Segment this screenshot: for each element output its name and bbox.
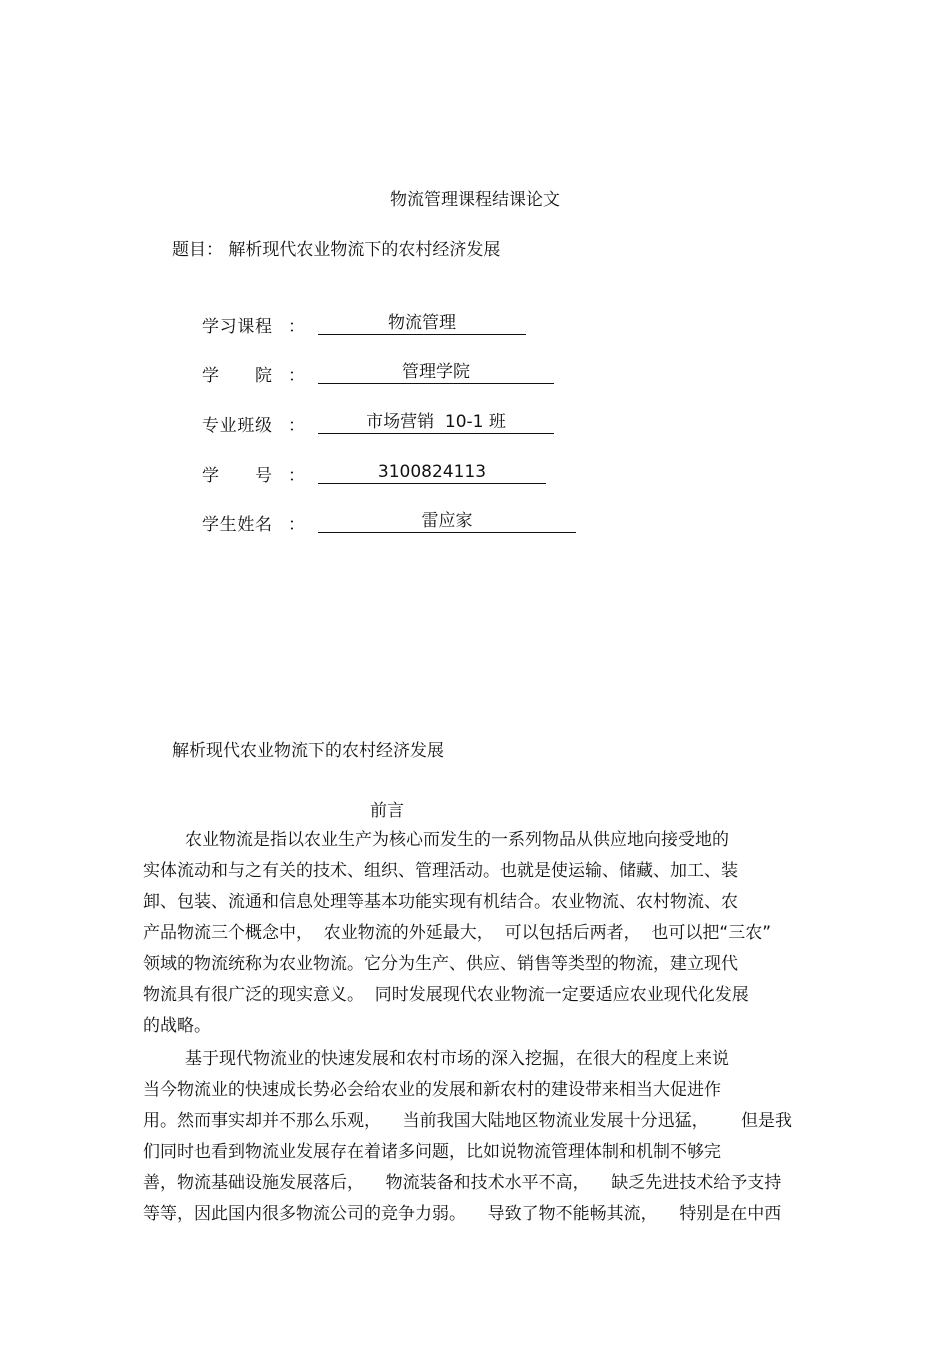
preface-title: 前言 [370, 801, 404, 821]
paragraph-line: 领域的物流统称为农业物流。它分为生产、供应、销售等类型的物流，建立现代 [143, 954, 738, 974]
field-value: 物流管理 [318, 312, 526, 335]
field-value: 管理学院 [318, 361, 554, 384]
field-value: 雷应家 [318, 510, 576, 533]
field-colon: ： [288, 366, 305, 386]
article-heading: 解析现代农业物流下的农村经济发展 [172, 741, 444, 761]
thesis-subject: 题目： 解析现代农业物流下的农村经济发展 [172, 240, 501, 260]
field-label: 专业班级 [202, 416, 272, 436]
paragraph-line: 们同时也看到物流业发展存在着诸多问题，比如说物流管理体制和机制不够完 [143, 1142, 721, 1162]
paragraph-line: 等等，因此国内很多物流公司的竞争力弱。 导致了物不能畅其流， 特别是在中西 [143, 1204, 782, 1224]
field-label: 学习课程 [202, 317, 272, 337]
paragraph-line: 基于现代物流业的快速发展和农村市场的深入挖掘，在很大的程度上来说 [185, 1049, 729, 1069]
paragraph-line: 的战略。 [143, 1016, 211, 1036]
paragraph-line: 物流具有很广泛的现实意义。 同时发展现代农业物流一定要适应农业现代化发展 [143, 985, 749, 1005]
paragraph-line: 农业物流是指以农业生产为核心而发生的一系列物品从供应地向接受地的 [185, 830, 729, 850]
paragraph-line: 实体流动和与之有关的技术、组织、管理活动。也就是使运输、储藏、加工、装 [143, 861, 738, 881]
paragraph-line: 当今物流业的快速成长势必会给农业的发展和新农村的建设带来相当大促进作 [143, 1080, 721, 1100]
document-title: 物流管理课程结课论文 [390, 190, 560, 210]
field-colon: ： [288, 416, 305, 436]
field-colon: ： [288, 515, 305, 535]
field-colon: ： [288, 466, 305, 486]
paragraph-line: 卸、包装、流通和信息处理等基本功能实现有机结合。农业物流、农村物流、农 [143, 892, 738, 912]
field-value: 市场营销 10-1 班 [318, 411, 554, 434]
paragraph-line: 善，物流基础设施发展落后， 物流装备和技术水平不高， 缺乏先进技术给予支持 [143, 1173, 782, 1193]
field-label: 学号 [202, 466, 272, 486]
field-colon: ： [288, 317, 305, 337]
field-value: 3100824113 [318, 461, 546, 484]
paragraph-line: 用。然而事实却并不那么乐观， 当前我国大陆地区物流业发展十分迅猛， 但是我 [143, 1111, 793, 1131]
paragraph-line: 产品物流三个概念中， 农业物流的外延最大， 可以包括后两者， 也可以把“三农” [143, 923, 772, 943]
field-label: 学生姓名 [202, 515, 272, 535]
field-label: 学院 [202, 366, 272, 386]
